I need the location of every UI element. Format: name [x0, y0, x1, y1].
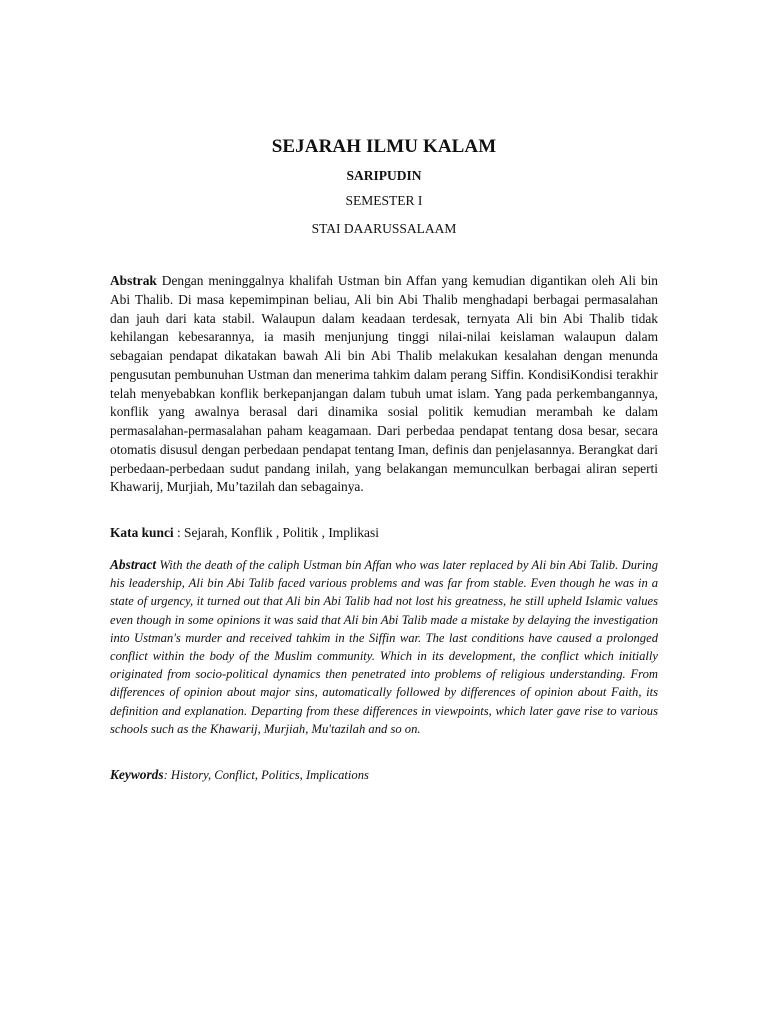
keywords-english-label: Keywords — [110, 767, 164, 782]
author-name: SARIPUDIN — [346, 168, 422, 183]
institution-name: STAI DAARUSSALAAM — [311, 221, 457, 236]
keywords-indonesian-text: : Sejarah, Konflik , Politik , Implikasi — [173, 525, 379, 540]
page-title: SEJARAH ILMU KALAM — [271, 136, 497, 157]
keywords-indonesian-label: Kata kunci — [110, 525, 174, 540]
abstract-english-label: Abstract — [110, 557, 157, 572]
keywords-english — [110, 766, 658, 784]
abstract-english — [110, 556, 658, 738]
abstract-indonesian-text: Dengan meninggalnya khalifah Ustman bin Affan yang kemudian digantikan oleh Ali bin Abi Thalib. Di masa kepemimpinan beliau, Ali bin Abi Thalib menghadapi berbagai permasalahan dan jauh dari kata stabil. Walaupun dalam keadaan terdesak, ternyata Ali bin Abi Thalib tidak kehilangan kebesarannya, ia masih menjunjung tinggi nilai-nilai keislaman walaupun dalam sebagaian pendapat dikatakan bawah Ali bin Abi Thalib melakukan kesalahan dengan menunda pengusutan pembunuhan Ustman dan menerima tahkim dalam perang Siffin. KondisiKondisi terakhir telah menyebabkan konflik berkepanjangan dalam tubuh umat islam. Yang pada perkembangannya, konflik yang awalnya berasal dari dinamika sosial politik kemudian merambah ke dalam permasalahan-permasalahan paham keagamaan. Dari perbedaa pendapat tentang dosa besar, secara otomatis disusul dengan perbedaan pendapat tentang Iman, definis dan penjelasannya. Berangkat dari perbedaan-perbedaan sudut pandang inilah, yang belakangan memunculkan berbagai aliran seperti Khawarij, Murjiah, Mu’tazilah dan sebagainya. — [110, 273, 658, 495]
abstract-indonesian-label: Abstrak — [110, 273, 157, 288]
keywords-indonesian — [110, 524, 658, 542]
semester-label: SEMESTER I — [345, 193, 423, 208]
abstract-english-text: With the death of the caliph Ustman bin Affan who was later replaced by Ali bin Abi Talib. During his leadership, Ali bin Abi Talib faced various problems and was far from stable. Even though he was in a state of urgency, it turned out that Ali bin Abi Talib had not lost his greatness, he still upheld Islamic values even though in some opinions it was said that Ali bin Abi Talib made a mistake by delaying the investigation into Ustman's murder and received tahkim in the Siffin war. The last conditions have caused a prolonged conflict within the body of the Muslim community. Which in its development, the conflict which initially originated from socio-political dynamics then penetrated into problems of religious understanding. From differences of opinion about major sins, automatically followed by differences of opinion about Faith, its definition and explanation. Departing from these differences in viewpoints, which later gave rise to various schools such as the Khawarij, Murjiah, Mu'tazilah and so on. — [110, 558, 658, 736]
abstract-indonesian — [110, 272, 658, 497]
keywords-english-text: : History, Conflict, Politics, Implications — [163, 768, 369, 782]
